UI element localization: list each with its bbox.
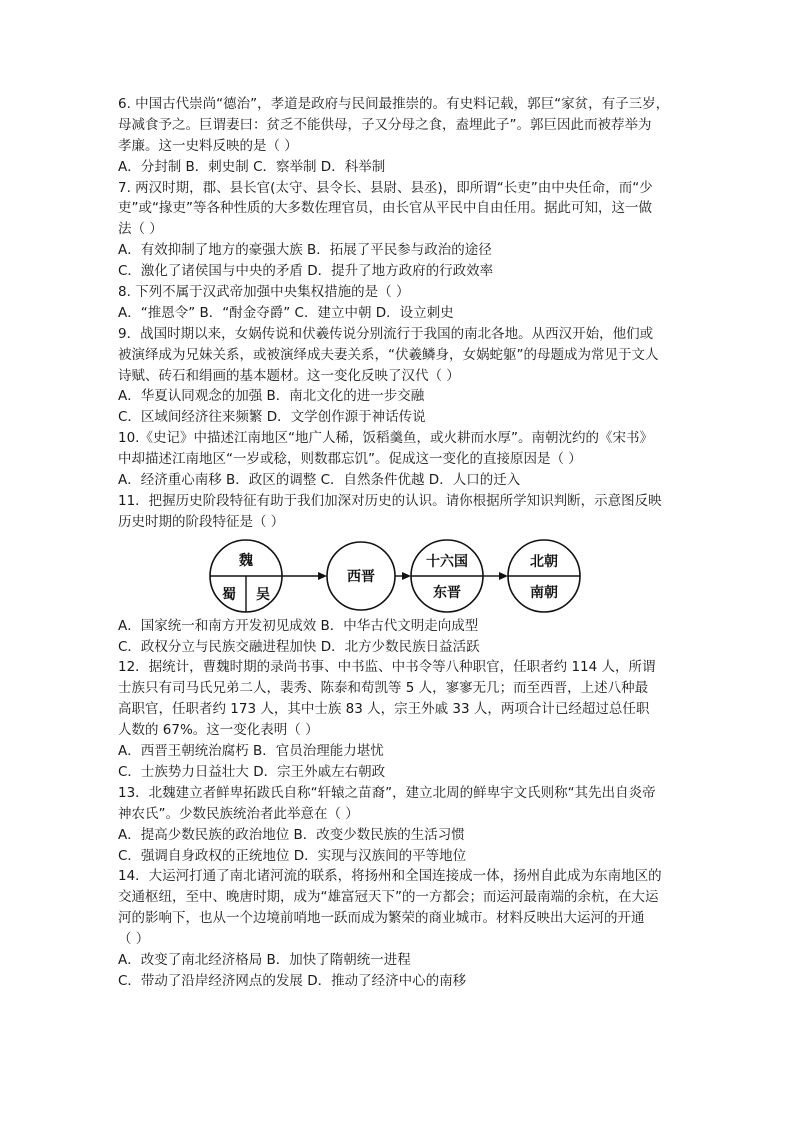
question-stem-line: 河的影响下，也从一个边境前哨地一跃而成为繁荣的商业城市。材料反映出大运河的开通 xyxy=(118,910,645,927)
arrow-3 xyxy=(483,572,508,580)
label-beichao: 北朝 xyxy=(530,553,558,570)
answer-option-line: A．华夏认同观念的加强 B．南北文化的进一步交融 xyxy=(118,388,425,405)
answer-option-line: C．士族势力日益壮大 D．宗王外戚左右朝政 xyxy=(118,763,386,780)
arrow-2 xyxy=(395,572,411,580)
label-xijin: 西晋 xyxy=(347,568,375,585)
question-stem-line: 高职官，任职者约 173 人，其中士族 83 人，宗王外戚 33 人，两项合计已经超过总任职 xyxy=(118,701,650,718)
question-8 xyxy=(118,282,678,324)
answer-option-line: A．有效抑制了地方的豪强大族 B．拓展了平民参与政治的途径 xyxy=(118,242,492,259)
question-stem-line: 法（ ） xyxy=(118,221,163,238)
answer-option-line: A．国家统一和南方开发初见成效 B．中华古代文明走向成型 xyxy=(118,617,479,634)
question-14 xyxy=(118,866,678,991)
circle-beichao-nanchao xyxy=(508,540,580,612)
label-shu: 蜀 xyxy=(222,586,236,603)
question-11 xyxy=(118,491,678,658)
answer-option-line: A．西晋王朝统治腐朽 B．官员治理能力堪忧 xyxy=(118,743,384,760)
question-stem-line: 中却描述江南地区“一岁或稔，则数郡忘饥”。促成这一变化的直接原因是（ ） xyxy=(118,451,582,468)
question-stem-line: 6. 中国古代崇尚“德治”，孝道是政府与民间最推崇的。有史料记载，郭巨“家贫，有子三岁， xyxy=(118,96,670,112)
answer-option-line: C．激化了诸侯国与中央的矛盾 D．提升了地方政府的行政效率 xyxy=(118,263,494,280)
question-stem-line: 诗赋、砖石和绢画的基本题材。这一变化反映了汉代（ ） xyxy=(118,367,460,384)
label-shiliuguo: 十六国 xyxy=(426,553,468,570)
question-stem-line: 11．把握历史阶段特征有助于我们加深对历史的认识。请你根据所学知识判断，示意图反映 xyxy=(118,492,662,509)
question-6 xyxy=(118,94,678,178)
question-stem-line: （ ） xyxy=(118,931,150,948)
question-stem-line: 9．战国时期以来，女娲传说和伏羲传说分别流行于我国的南北各地。从西汉开始，他们或 xyxy=(118,325,654,342)
question-stem-line: 8. 下列不属于汉武帝加强中央集权措施的是（ ） xyxy=(118,284,410,301)
question-stem-line: 10.《史记》中描述江南地区“地广人稀，饭稻羹鱼，或火耕而水厚”。南朝沈约的《宋书》 xyxy=(118,430,653,447)
question-stem-line: 孝廉。这一史料反映的是（ ） xyxy=(118,137,298,154)
question-13 xyxy=(118,783,678,867)
circle-wei-shu-wu xyxy=(210,540,282,612)
question-stem-line: 历史时期的阶段特征是（ ） xyxy=(118,513,285,530)
circle-xijin xyxy=(327,542,395,610)
question-stem-line: 交通枢纽，至中、晚唐时期，成为“雄富冠天下”的一方都会；而运河最南端的余杭，在大运 xyxy=(118,889,659,906)
dynasty-diagram-svg xyxy=(118,534,678,616)
circle-shiliuguo-dongjin xyxy=(411,540,483,612)
question-12 xyxy=(118,657,678,782)
question-stem-line: 7. 两汉时期，郡、县长官(太守、县令长、县尉、县丞)，即所谓“长吏”由中央任命，而“少 xyxy=(118,179,653,196)
question-stem-line: 士族只有司马氏兄弟二人，裴秀、陈泰和荀凯等 5 人，寥寥无几；而至西晋，上述八种最 xyxy=(118,680,649,697)
question-stem-line: 人数的 67%。这一变化表明（ ） xyxy=(118,722,319,739)
question-stem-line: 吏”或“掾吏”等各种性质的大多数佐理官员，由长官从平民中自由任用。据此可知，这一做 xyxy=(118,200,652,217)
question-stem-line: 被演绎成为兄妹关系，或被演绎成夫妻关系，“伏羲鳞身，女娲蛇躯”的母题成为常见于文人 xyxy=(118,346,659,363)
question-7 xyxy=(118,178,678,282)
question-list xyxy=(118,94,678,992)
question-9 xyxy=(118,324,678,428)
question-stem-line: 神农氏”。少数民族统治者此举意在（ ） xyxy=(118,805,359,822)
answer-option-line: A．改变了南北经济格局 B．加快了隋朝统一进程 xyxy=(118,951,411,968)
label-nanchao: 南朝 xyxy=(530,584,558,601)
answer-option-line: A．经济重心南移 B．政区的调整 C．自然条件优越 D．人口的迁入 xyxy=(118,472,521,489)
answer-option-line: C．区域间经济往来频繁 D．文学创作源于神话传说 xyxy=(118,409,426,426)
answer-option-line: C．强调自身政权的正统地位 D．实现与汉族间的平等地位 xyxy=(118,847,467,864)
arrow-1 xyxy=(282,572,327,580)
answer-option-line: C．带动了沿岸经济网点的发展 D．推动了经济中心的南移 xyxy=(118,972,467,989)
question-stem-line: 13．北魏建立者鲜卑拓跋氏自称“轩辕之苗裔”，建立北周的鲜卑宇文氏则称“其先出自炎帝 xyxy=(118,784,656,801)
question-stem-line: 14．大运河打通了南北诸河流的联系，将扬州和全国连接成一体，扬州自此成为东南地区的 xyxy=(118,868,662,885)
answer-option-line: C．政权分立与民族交融进程加快 D．北方少数民族日益活跃 xyxy=(118,638,480,655)
label-dongjin: 东晋 xyxy=(433,584,461,601)
question-10 xyxy=(118,428,678,491)
answer-option-line: A．“推恩令” B．“酎金夺爵” C．建立中朝 D．设立刺史 xyxy=(118,304,454,321)
question-stem-line: 母减食予之。巨谓妻曰：贫乏不能供母，子又分母之食，盍埋此子”。郭巨因此而被荐举为 xyxy=(118,116,652,133)
label-wei: 魏 xyxy=(239,552,253,569)
dynasty-diagram xyxy=(118,534,678,616)
question-stem-line: 12．据统计，曹魏时期的录尚书事、中书监、中书令等八种职官，任职者约 114 人，所谓 xyxy=(118,659,656,676)
answer-option-line: A．分封制 B．刺史制 C．察举制 D．科举制 xyxy=(118,158,386,175)
exam-page xyxy=(118,94,678,992)
answer-option-line: A．提高少数民族的政治地位 B．改变少数民族的生活习惯 xyxy=(118,826,465,843)
label-wu: 吴 xyxy=(256,586,270,603)
